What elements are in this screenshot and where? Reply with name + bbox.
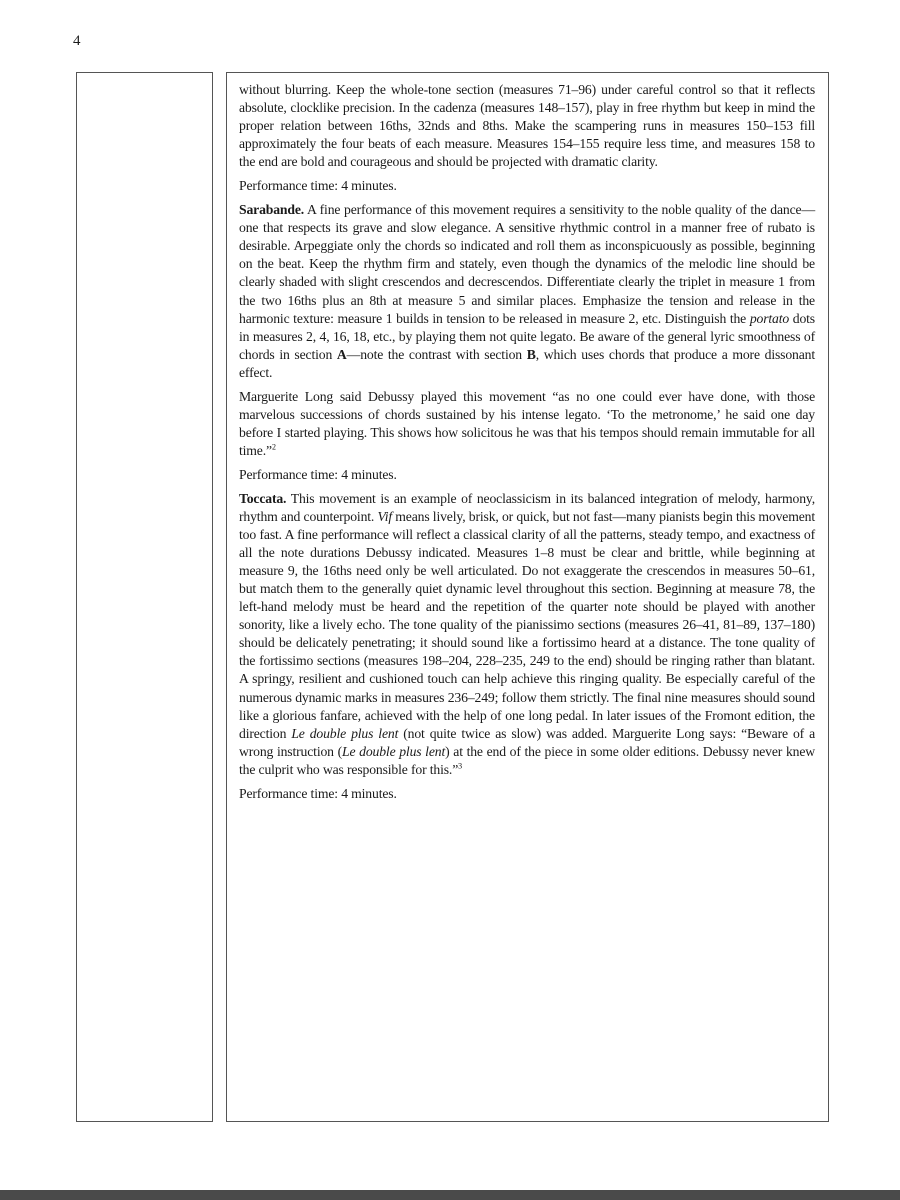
vif-term: Vif bbox=[377, 509, 392, 525]
performance-time: Performance time: 4 minutes. bbox=[239, 785, 397, 801]
sarabande-heading: Sarabande. bbox=[239, 202, 305, 218]
quote-paragraph bbox=[239, 388, 815, 460]
footnote-marker: 2 bbox=[271, 442, 276, 452]
sarabande-text: dots in measures 2, 4, 16, 18, etc., by playing them not quite legato. Be aware of the general lyric smoothness of chords in section bbox=[239, 310, 815, 362]
bottom-edge-bar bbox=[0, 1190, 900, 1200]
performance-time: Performance time: 4 minutes. bbox=[239, 178, 397, 194]
direction-term: Le double plus lent bbox=[342, 743, 446, 759]
intro-paragraph: without blurring. Keep the whole-tone section (measures 71–96) under careful control so that it reflects absolute, clocklike precision. In the cadenza (measures 148–157), play in free rhythm but keep in mind the proper relation between 16ths, 32nds and 8ths. Make the scampering runs in measures 150–153 fill approximately the four beats of each measure. Measures 154–155 require less time, and measures 158 to the end are bold and courageous and should be projected with dramatic clarity. bbox=[239, 82, 815, 170]
direction-term: Le double plus lent bbox=[291, 725, 399, 741]
performance-time: Performance time: 4 minutes. bbox=[239, 466, 397, 482]
toccata-heading: Toccata. bbox=[239, 490, 287, 506]
toccata-paragraph bbox=[239, 490, 815, 779]
toccata-text: means lively, brisk, or quick, but not fast—many pianists begin this movement too fast. A fine performance will reflect a classical clarity of all the patterns, steady tempo, and exactness of all the note durations Debussy indicated. Measures 1–8 must be clear and brittle, while beginning at measure 9, the 16ths need only be well articulated. Do not exaggerate the crescendos in measures 50–61, but match them to the generally quiet dynamic level throughout this section. Beginning at measure 78, the left-hand melody must be heard and the repetition of the quarter note should be played with another sonority, like a lively echo. The tone quality of the pianissimo sections (measures 26–41, 81–89, 137–180) should be delicately penetrating; it should sound like a fortissimo heard at a distance. The tone quality of the fortissimo sections (measures 198–204, 228–235, 249 to the end) should be ringing rather than blatant. A springy, resilient and cushioned touch can help achieve this ringing quality. Be especially careful of the numerous dynamic marks in measures 236–249; follow them strictly. The final nine measures should sound like a glorious fanfare, achieved with the help of one long pedal. In later issues of the Fromont edition, the direction bbox=[239, 509, 815, 741]
page-number: 4 bbox=[73, 33, 81, 49]
text-column bbox=[226, 72, 829, 1122]
sarabande-text: —note the contrast with section bbox=[346, 346, 527, 362]
sarabande-text: , which uses chords that produce a more dissonant effect. bbox=[239, 346, 815, 380]
quote-text: Marguerite Long said Debussy played this movement “as no one could ever have done, with those marvelous successions of chords sustained by his intense legato. ‘To the metronome,’ he said one day before I started playing. This shows how solicitous he was that his tempos should remain immutable for all time.” bbox=[239, 388, 815, 458]
section-b-label: B bbox=[526, 346, 536, 362]
portato-term: portato bbox=[749, 310, 790, 326]
footnote-marker: 3 bbox=[458, 761, 462, 771]
sarabande-text: A fine performance of this movement requires a sensitivity to the noble quality of the dance—one that respects its grave and slow elegance. A sensitive rhythmic control in a manner free of rubato is desirable. Arpeggiate only the chords so indicated and roll them as inconspicuously as possible, beginning on the beat. Keep the rhythm firm and stately, even though the dynamics of the melodic line should be clearly shaded with slight crescendos and decrescendos. Differentiate clearly the triplet in measure 1 from the two 16ths plus an 8th at measure 5 and similar places. Emphasize the tension and release in the harmonic texture: measure 1 builds in tension to be released in measure 2, etc. Distinguish the bbox=[239, 202, 815, 326]
toccata-text: This movement is an example of neoclassicism in its balanced integration of melody, harmony, rhythm and counterpoint. bbox=[239, 490, 815, 525]
section-a-label: A bbox=[336, 346, 347, 362]
sarabande-paragraph bbox=[239, 201, 815, 381]
toccata-text: ) at the end of the piece in some older editions. Debussy never knew the culprit who was responsible for this.” bbox=[239, 743, 815, 777]
margin-column bbox=[76, 72, 213, 1122]
toccata-text: (not quite twice as slow) was added. Marguerite Long says: “Beware of a wrong instruction ( bbox=[239, 725, 815, 759]
